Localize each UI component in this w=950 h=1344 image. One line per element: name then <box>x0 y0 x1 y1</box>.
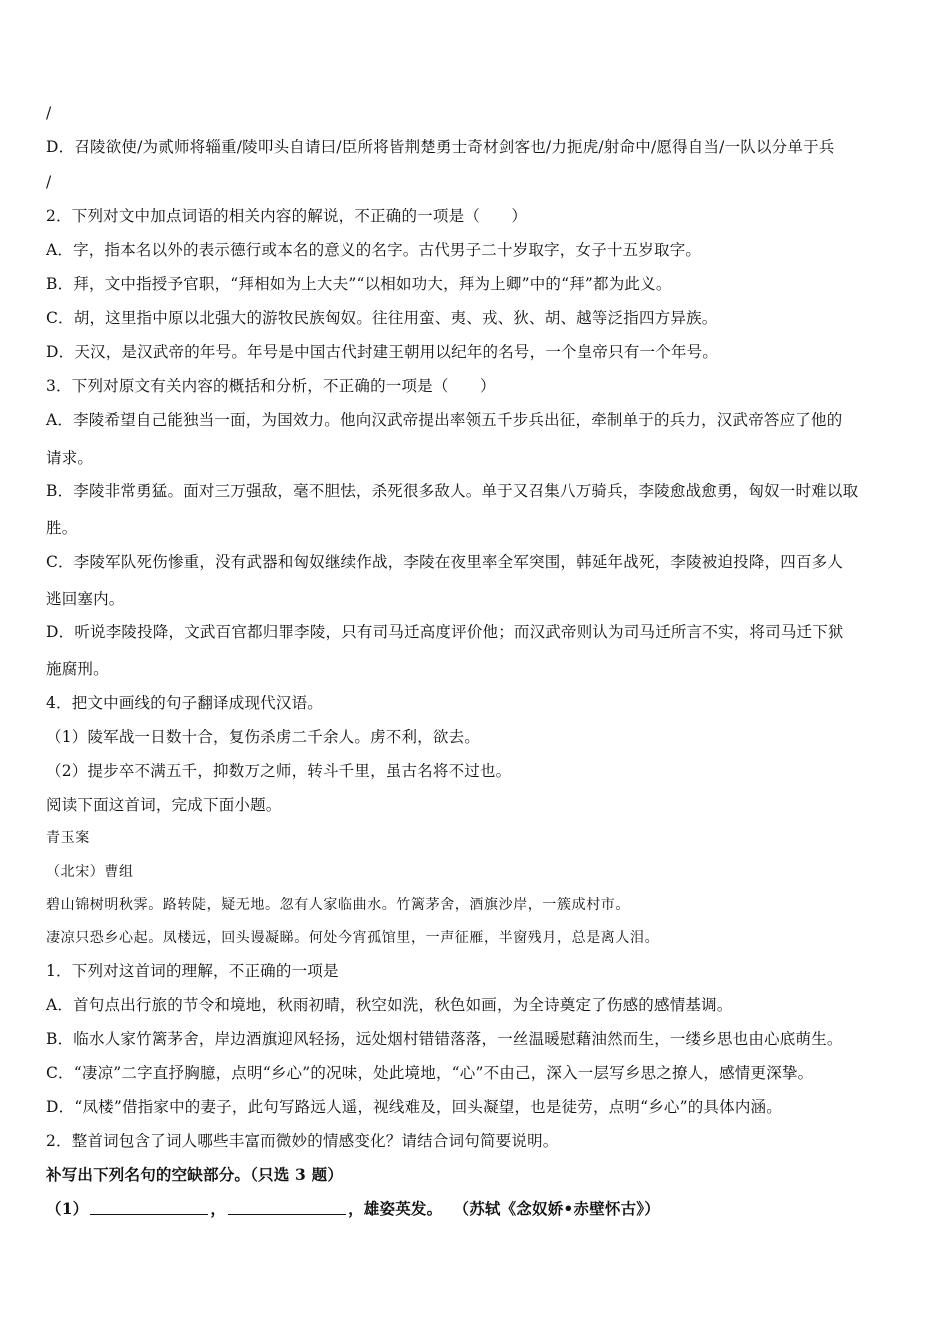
option-a: A．李陵希望自己能独当一面，为国效力。他向汉武帝提出率领五千步兵出征，牵制单于的兵力，汉武帝答应了他的 <box>46 411 843 429</box>
text-line: / <box>46 104 52 122</box>
answer-blank[interactable] <box>90 1200 208 1215</box>
question-2: 2．下列对文中加点词语的相关内容的解说，不正确的一项是（ ） <box>46 207 528 225</box>
poem-line: 凄凉只恐乡心起。凤楼远，回头谩凝睇。何处今宵孤馆里，一声征雁，半窗残月，总是离人泪。 <box>46 930 660 946</box>
option-d-cont: 施腐刑。 <box>46 660 109 678</box>
question-1: 1．下列对这首词的理解，不正确的一项是 <box>46 962 339 980</box>
option-d: D．天汉，是汉武帝的年号。年号是中国古代封建王朝用以纪年的名号，一个皇帝只有一个年号。 <box>46 343 719 361</box>
option-c: C．胡，这里指中原以北强大的游牧民族匈奴。往往用蛮、夷、戎、狄、胡、越等泛指四方异族。 <box>46 309 718 327</box>
question-2: 2．整首词包含了词人哪些丰富而微妙的情感变化？请结合词句简要说明。 <box>46 1132 559 1150</box>
option-b: B．李陵非常勇猛。面对三万强敌，毫不胆怯，杀死很多敌人。单于又召集八万骑兵，李陵愈战愈勇，匈奴一时难以取 <box>46 482 859 500</box>
text-line: / <box>46 173 52 191</box>
fill-separator: ， <box>210 1199 227 1218</box>
poem-line: 碧山锦树明秋霁。路转陡，疑无地。忽有人家临曲水。竹篱茅舍，酒旗沙岸，一簇成村市。 <box>46 897 630 913</box>
section-instruction: 补写出下列名句的空缺部分。（只选 3 题） <box>46 1165 344 1184</box>
poem-author: （北宋）曹组 <box>46 864 134 880</box>
option-b: B．临水人家竹篱茅舍，岸边酒旗迎风轻扬，远处烟村错错落落，一丝温暖慰藉油然而生，一缕乡思也由心底萌生。 <box>46 1030 843 1048</box>
answer-blank[interactable] <box>228 1200 346 1215</box>
fill-in-question <box>46 1199 660 1219</box>
reading-instruction: 阅读下面这首词，完成下面小题。 <box>46 796 282 814</box>
fill-tail: ，雄姿英发。 <box>348 1199 443 1218</box>
option-b: B．拜，文中指授予官职，“拜相如为上大夫”“以相如功大，拜为上卿”中的“拜”都为此义。 <box>46 275 672 293</box>
sub-question-2: （2）提步卒不满五千，抑数万之师，转斗千里，虽古名将不过也。 <box>46 762 512 780</box>
option-c-cont: 逃回塞内。 <box>46 590 125 608</box>
fill-source: （苏轼《念奴娇•赤壁怀古》） <box>453 1199 660 1218</box>
option-a-cont: 请求。 <box>46 449 94 467</box>
option-c: C．“凄凉”二字直抒胸臆，点明“乡心”的况味，处此境地，“心”不由己，深入一层写乡思之撩人，感情更深挚。 <box>46 1064 814 1082</box>
option-a: A．首句点出行旅的节令和境地，秋雨初晴，秋空如洗，秋色如画，为全诗奠定了伤感的感情基调。 <box>46 996 733 1014</box>
sub-question-1: （1）陵军战一日数十合，复伤杀虏二千余人。虏不利，欲去。 <box>46 728 480 746</box>
poem-title: 青玉案 <box>46 830 90 846</box>
option-d: D．“凤楼”借指家中的妻子，此句写路远人遥，视线难及，回头凝望，也是徒劳，点明“乡心”的具体内涵。 <box>46 1098 782 1116</box>
option-d: D．召陵欲使/为贰师将辎重/陵叩头自请曰/臣所将皆荆楚勇士奇材剑客也/力扼虎/射命中/愿得自当/一队以分单于兵 <box>46 138 835 156</box>
question-3: 3．下列对原文有关内容的概括和分析，不正确的一项是（ ） <box>46 377 496 395</box>
option-a: A．字，指本名以外的表示德行或本名的意义的名字。古代男子二十岁取字，女子十五岁取字。 <box>46 241 702 259</box>
option-b-cont: 胜。 <box>46 519 78 537</box>
option-d: D．听说李陵投降，文武百官都归罪李陵，只有司马迁高度评价他；而汉武帝则认为司马迁所言不实，将司马迁下狱 <box>46 623 844 641</box>
option-c: C．李陵军队死伤惨重，没有武器和匈奴继续作战，李陵在夜里率全军突围，韩延年战死，李陵被迫投降，四百多人 <box>46 553 844 571</box>
fill-number: （1） <box>46 1199 89 1218</box>
question-4: 4．把文中画线的句子翻译成现代汉语。 <box>46 694 323 712</box>
